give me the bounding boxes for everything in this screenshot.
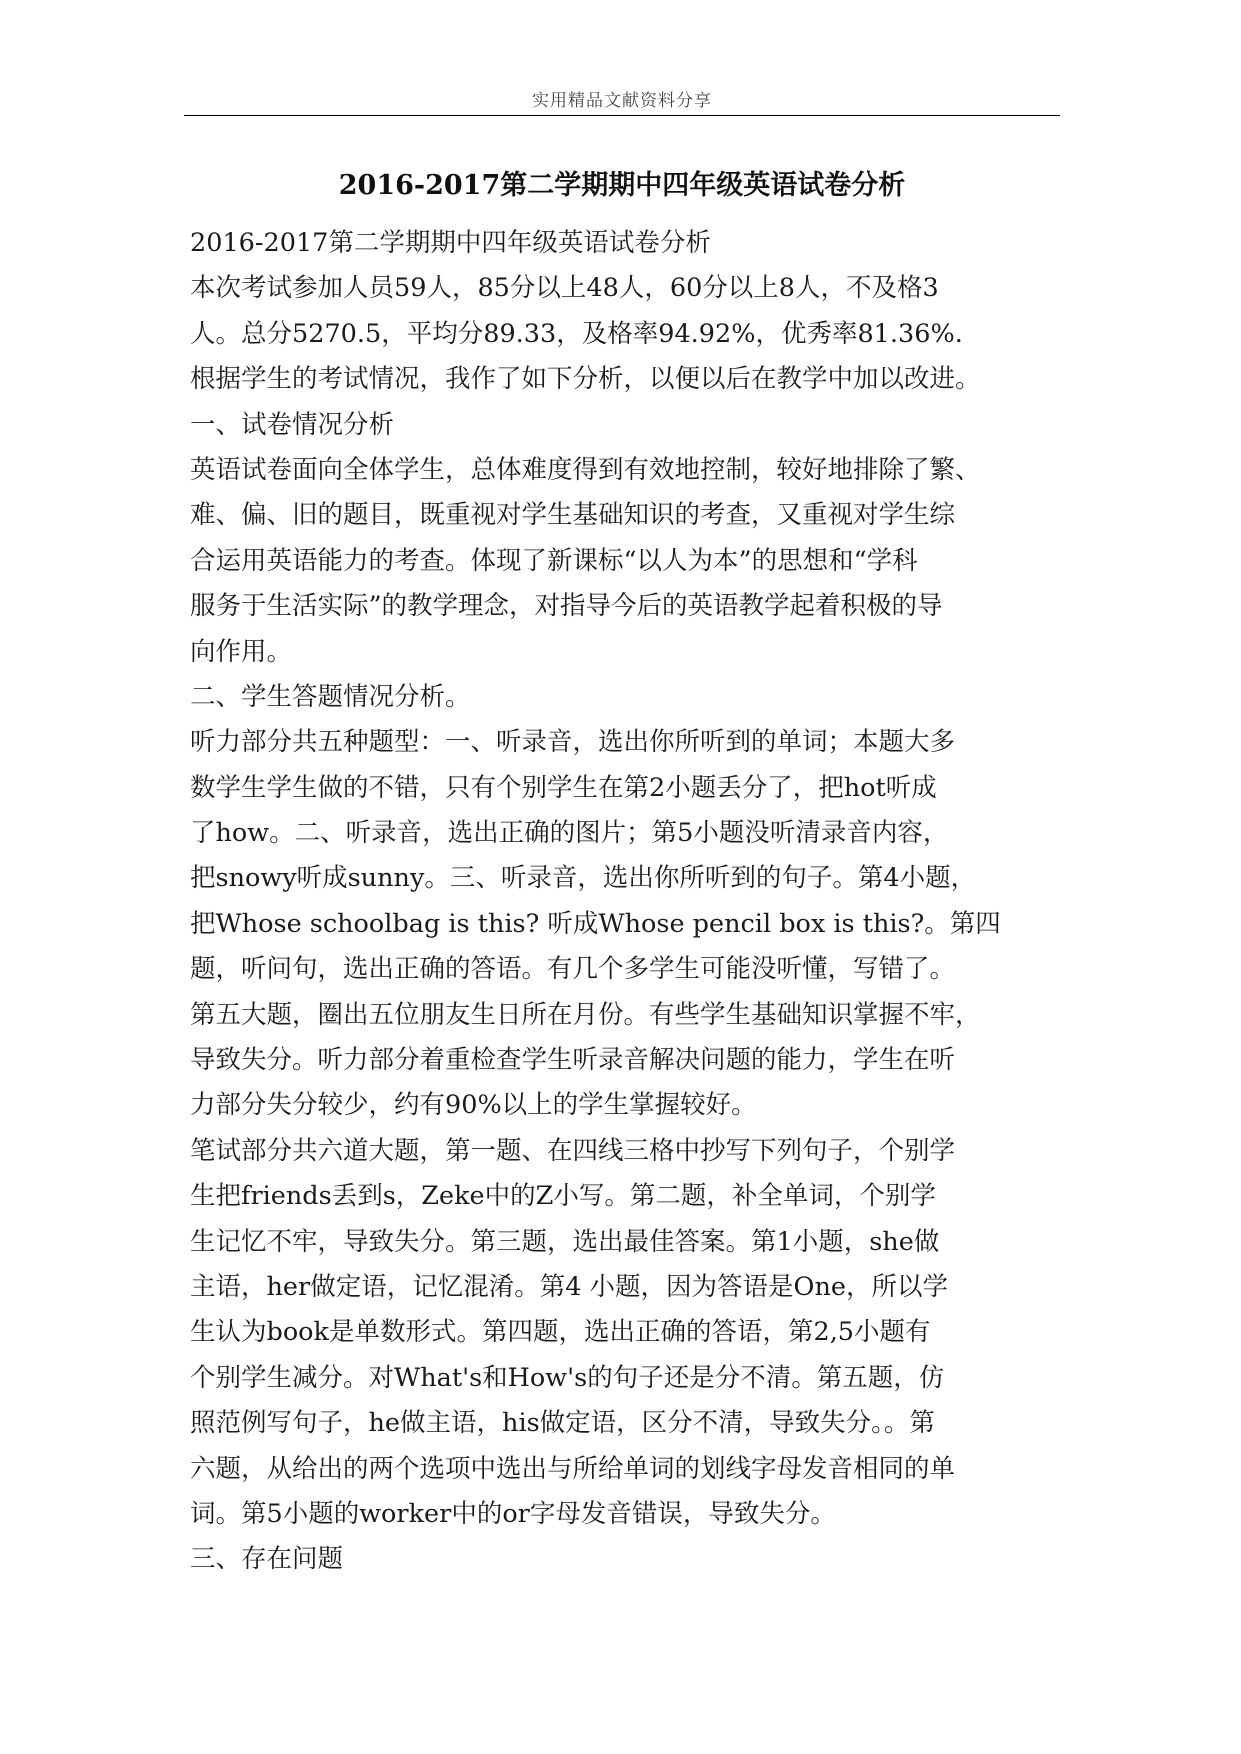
body-line: 笔试部分共六道大题，第一题、在四线三格中抄写下列句子，个别学 (190, 1135, 956, 1166)
body-line: 力部分失分较少，约有90%以上的学生掌握较好。 (190, 1090, 757, 1121)
body-line: 导致失分。听力部分着重检查学生听录音解决问题的能力，学生在听 (190, 1045, 956, 1076)
body-line: 本次考试参加人员59人，85分以上48人，60分以上8人，不及格3 (190, 273, 939, 304)
body-line: 生记忆不牢，导致失分。第三题，选出最佳答案。第1小题，she做 (190, 1226, 940, 1257)
body-line: 主语，her做定语，记忆混淆。第4 小题，因为答语是One，所以学 (190, 1271, 948, 1302)
body-line: 服务于生活实际”的教学理念，对指导今后的英语教学起着积极的导 (190, 591, 943, 622)
body-line: 第五大题，圈出五位朋友生日所在月份。有些学生基础知识掌握不牢， (190, 999, 981, 1030)
header-divider (184, 115, 1060, 116)
body-line: 二、学生答题情况分析。 (190, 681, 471, 712)
body-line: 了how。二、听录音，选出正确的图片；第5小题没听清录音内容， (190, 818, 949, 849)
body-line: 把Whose schoolbag is this? 听成Whose pencil box is this?。第四 (190, 908, 1001, 939)
body-line: 三、存在问题 (190, 1544, 344, 1575)
body-line: 难、偏、旧的题目，既重视对学生基础知识的考查，又重视对学生综 (190, 500, 956, 531)
body-line: 听力部分共五种题型：一、听录音，选出你所听到的单词；本题大多 (190, 727, 956, 758)
body-line: 题，听问句，选出正确的答语。有几个多学生可能没听懂，写错了。 (190, 954, 956, 985)
body-line: 人。总分5270.5，平均分89.33，及格率94.92%，优秀率81.36%. (190, 318, 963, 349)
body-line: 向作用。 (190, 636, 293, 667)
body-line: 照范例写句子，he做主语，his做定语，区分不清，导致失分。。第 (190, 1408, 935, 1439)
document-body (190, 221, 1066, 1583)
body-line: 根据学生的考试情况，我作了如下分析，以便以后在教学中加以改进。 (190, 364, 981, 395)
body-line: 个别学生减分。对What's和How's的句子还是分不清。第五题，仿 (190, 1362, 945, 1393)
body-line: 词。第5小题的worker中的or字母发音错误，导致失分。 (190, 1498, 836, 1529)
body-line: 合运用英语能力的考查。体现了新课标“以人为本”的思想和“学科 (190, 545, 918, 576)
body-line: 六题，从给出的两个选项中选出与所给单词的划线字母发音相同的单 (190, 1453, 956, 1484)
body-line: 数学生学生做的不错，只有个别学生在第2小题丢分了，把hot听成 (190, 772, 937, 803)
body-line: 英语试卷面向全体学生，总体难度得到有效地控制，较好地排除了繁、 (190, 454, 981, 485)
document-title: 2016-2017第二学期期中四年级英语试卷分析 (338, 170, 906, 201)
body-line: 生把friends丢到s，Zeke中的Z小写。第二题，补全单词，个别学 (190, 1181, 936, 1212)
page-header: 实用精品文献资料分享 (532, 91, 712, 111)
body-line: 把snowy听成sunny。三、听录音，选出你所听到的句子。第4小题， (190, 863, 977, 894)
body-line: 生认为book是单数形式。第四题，选出正确的答语，第2,5小题有 (190, 1317, 931, 1348)
body-line: 一、试卷情况分析 (190, 409, 395, 440)
body-line: 2016-2017第二学期期中四年级英语试卷分析 (190, 228, 711, 258)
